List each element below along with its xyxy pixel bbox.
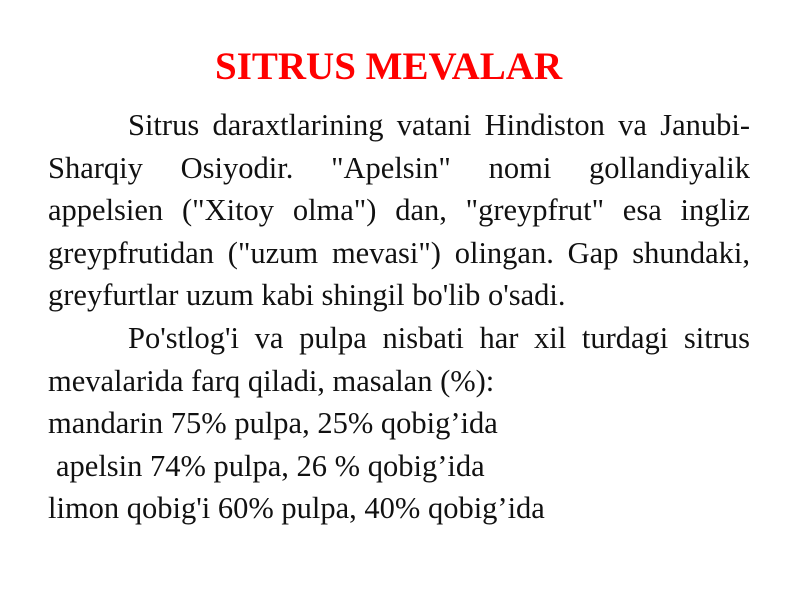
list-item-mandarin: mandarin 75% pulpa, 25% qobig’ida — [48, 406, 498, 441]
paragraph-ratio: Po'stlog'i va pulpa nisbati har xil turdagi sitrus mevalarida farq qiladi, masalan (%): — [48, 320, 750, 398]
paragraph-origin: Sitrus daraxtlarining vatani Hindiston va Janubi-Sharqiy Osiyodir. "Apelsin" nomi gollandiyalik appelsien ("Xitoy olma") dan, "greypfrut" esa ingliz greypfrutidan ("uzum mevasi") olingan. Gap shundaki, greyfurtlar uzum kabi shingil bo'lib o'sadi. — [48, 108, 750, 313]
list-item-limon: limon qobig'i 60% pulpa, 40% qobig’ida — [48, 491, 545, 526]
list-item-apelsin: apelsin 74% pulpa, 26 % qobig’ida — [56, 448, 485, 483]
slide-body — [48, 104, 750, 530]
slide-title: SITRUS MEVALAR — [215, 45, 563, 88]
